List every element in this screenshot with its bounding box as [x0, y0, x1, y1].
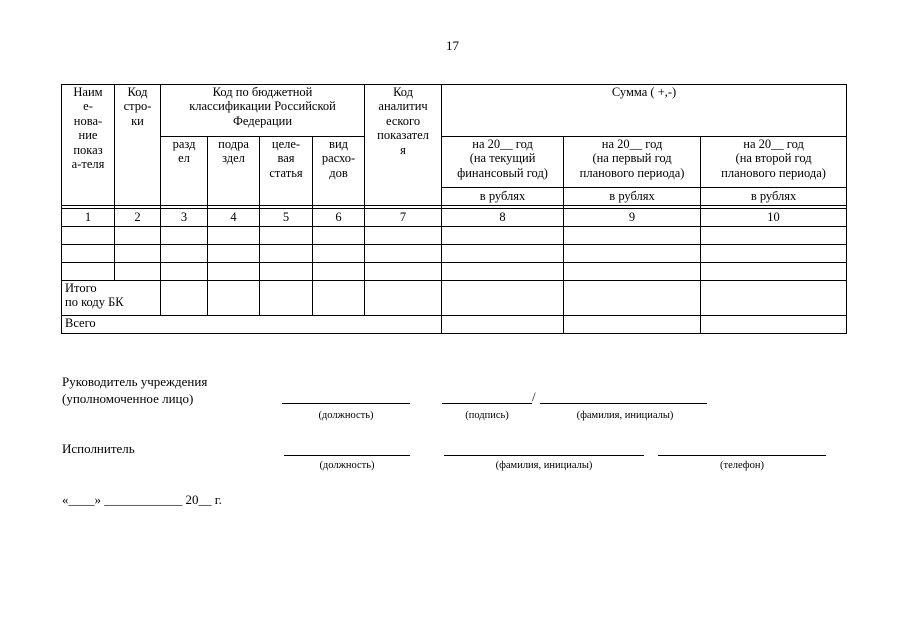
executor-name-line: [444, 455, 644, 456]
header-year-current: на 20__ год (на текущий финансовый год): [442, 137, 564, 188]
vsego-label: Всего: [62, 316, 442, 334]
header-year-first-plan: на 20__ год (на первый год планового периода): [564, 137, 701, 188]
name-line: [540, 403, 707, 404]
vsego-row: [62, 316, 847, 334]
column-number: 9: [564, 209, 701, 227]
itogo-label: Итого по коду БК: [62, 281, 161, 316]
header-row-code: Код стро- ки: [115, 85, 161, 206]
header-analytic-code: Код аналитич еского показател я: [365, 85, 442, 206]
column-number: 10: [701, 209, 847, 227]
executor-position-line: [284, 455, 410, 456]
date-line: «____» ____________ 20__ г.: [62, 492, 222, 507]
header-subsection: подра здел: [208, 137, 260, 206]
column-number: 8: [442, 209, 564, 227]
slash: /: [532, 389, 536, 404]
executor-phone-line: [658, 455, 826, 456]
header-section: разд ел: [161, 137, 208, 206]
caption-position-2: (должность): [319, 460, 375, 471]
table-row: [62, 263, 847, 281]
column-number: 5: [260, 209, 313, 227]
header-budget-code: Код по бюджетной классификации Российской Федерации: [161, 85, 365, 137]
header-expense-type: вид расхо- дов: [313, 137, 365, 206]
header-name: Наим е- нова- ние показ а-теля: [62, 85, 115, 206]
caption-signature: (подпись): [465, 410, 509, 421]
caption-name: (фамилия, инициалы): [576, 410, 674, 421]
head-label-2: (уполномоченное лицо): [62, 391, 194, 406]
column-number: 2: [115, 209, 161, 227]
position-line: [282, 403, 410, 404]
itogo-row: [62, 281, 847, 316]
column-number: 1: [62, 209, 115, 227]
column-number: 7: [365, 209, 442, 227]
header-rub-2: в рублях: [564, 188, 701, 206]
header-rub-1: в рублях: [442, 188, 564, 206]
table-row: [62, 245, 847, 263]
budget-form-table: [61, 84, 847, 334]
head-label-1: Руководитель учреждения: [62, 374, 208, 389]
header-target-item: целе- вая статья: [260, 137, 313, 206]
column-number-row: [62, 209, 847, 227]
column-number: 4: [208, 209, 260, 227]
header-sum: Сумма ( +,-): [442, 85, 847, 137]
caption-name-2: (фамилия, инициалы): [495, 460, 593, 471]
header-rub-3: в рублях: [701, 188, 847, 206]
page-number: 17: [446, 38, 459, 53]
executor-label: Исполнитель: [62, 441, 135, 456]
column-number: 6: [313, 209, 365, 227]
caption-position: (должность): [318, 410, 374, 421]
header-year-second-plan: на 20__ год (на второй год планового периода): [701, 137, 847, 188]
caption-phone: (телефон): [720, 460, 764, 471]
table-row: [62, 227, 847, 245]
signature-line: [442, 403, 532, 404]
column-number: 3: [161, 209, 208, 227]
